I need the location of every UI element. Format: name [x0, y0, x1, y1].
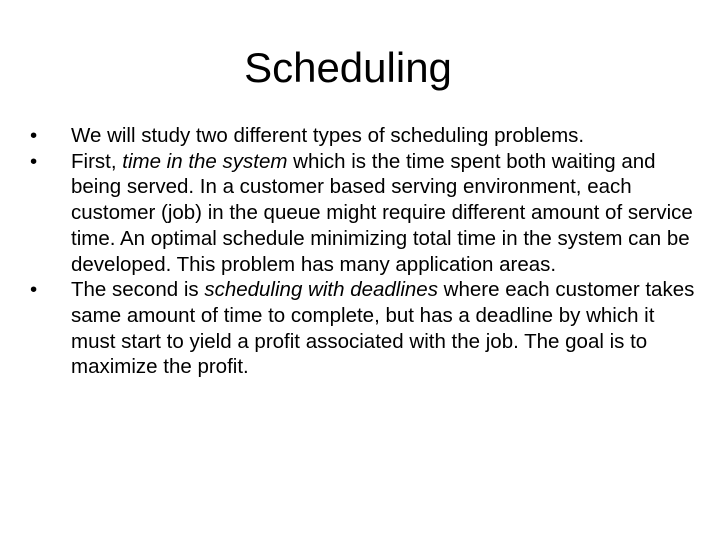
- bullet-item: [30, 123, 702, 149]
- bullet-text-before: The second is: [71, 278, 205, 302]
- bullet-text: We will study two different types of scheduling problems.: [71, 124, 585, 147]
- bullet-marker: •: [30, 124, 38, 147]
- bullet-emphasis: scheduling with deadlines: [204, 278, 438, 302]
- bullet-list: [30, 123, 702, 380]
- bullet-marker: •: [30, 149, 38, 173]
- slide-title: Scheduling: [244, 44, 452, 91]
- bullet-emphasis: time in the system: [122, 149, 288, 173]
- bullet-text-after: which is the time spent both waiting and being served. In a customer based serving environment, each customer (job) in the queue might require different amount of service time. An optimal schedule minimizing total time in the system can be developed. This problem has many application areas.: [71, 149, 693, 276]
- bullet-text-before: First,: [71, 149, 123, 173]
- bullet-item: [30, 149, 702, 278]
- bullet-item: [30, 277, 702, 380]
- bullet-marker: •: [30, 278, 38, 302]
- bullet-text-after: where each customer takes same amount of time to complete, but has a deadline by which it must start to yield a profit associated with the job. The goal is to maximize the profit.: [71, 278, 695, 379]
